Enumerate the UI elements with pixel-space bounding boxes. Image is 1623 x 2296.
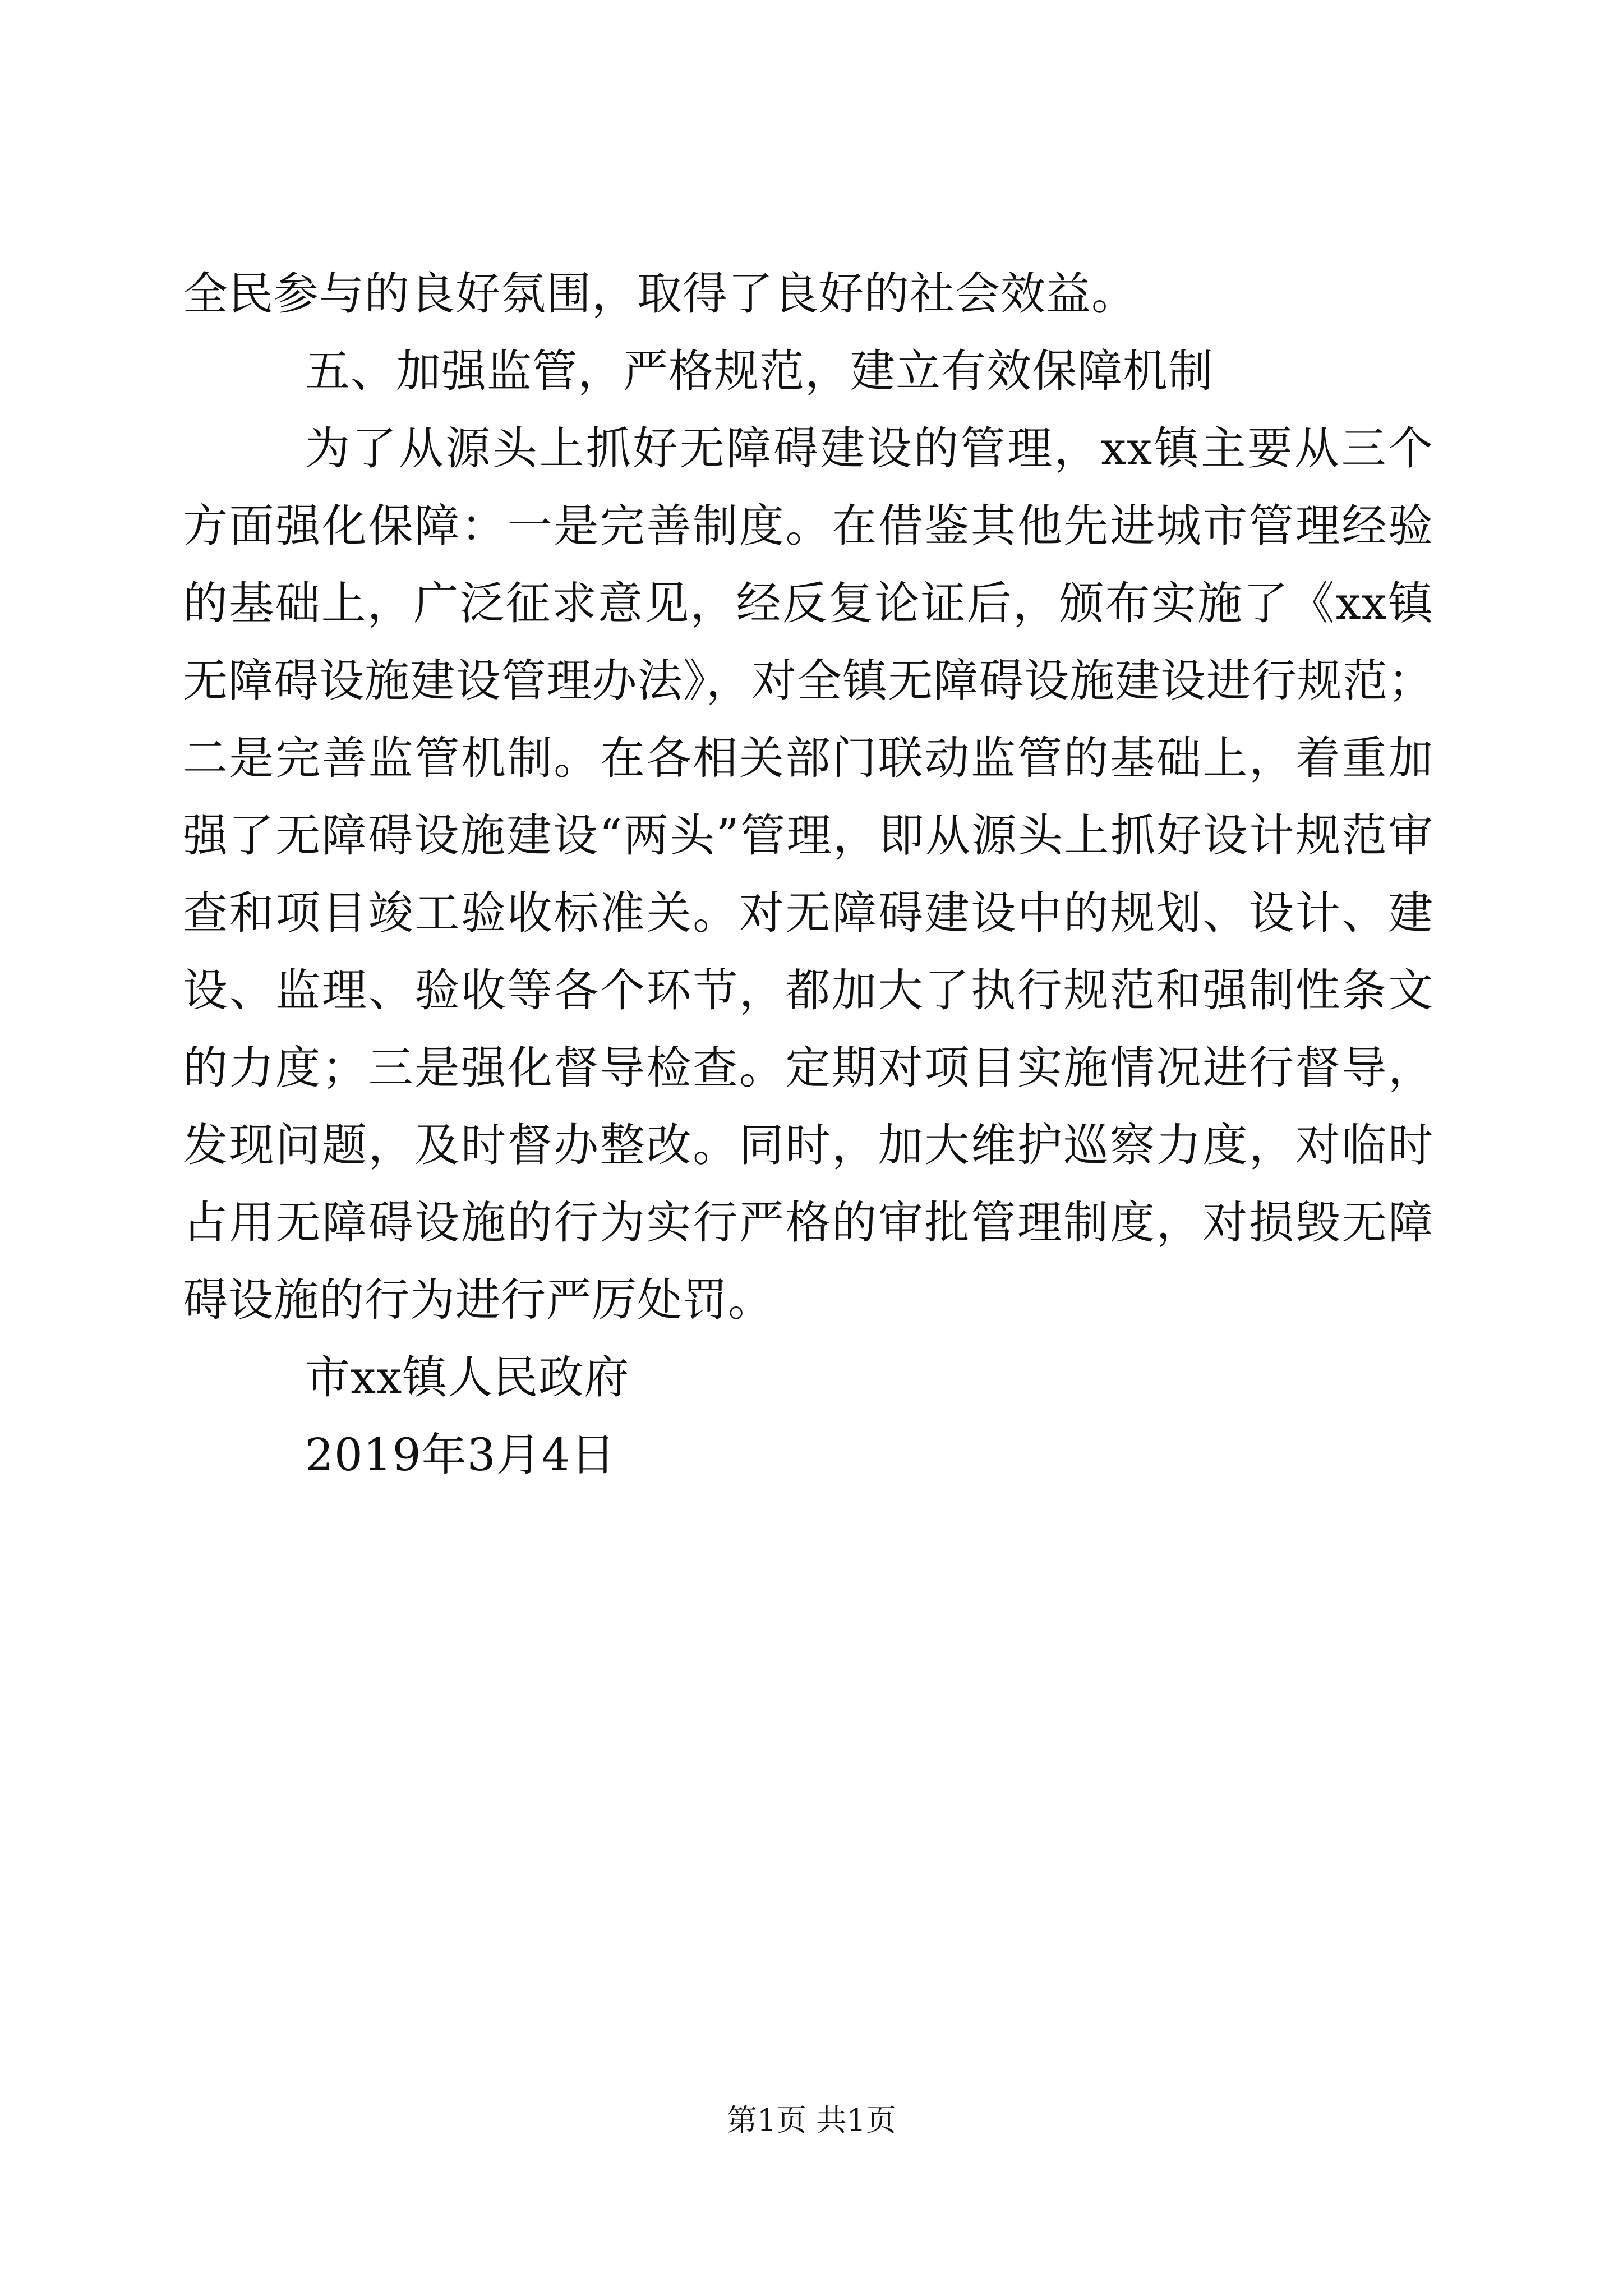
document-date: 2019年3月4日: [305, 1429, 616, 1481]
opening-line: 全民参与的良好氛围，取得了良好的社会效益。: [183, 268, 1137, 320]
section-heading: 五、加强监管，严格规范，建立有效保障机制: [305, 345, 1214, 397]
document-body: [183, 255, 1433, 1494]
page-number: 第1页 共1页: [727, 2102, 896, 2138]
page-footer: [0, 2101, 1623, 2140]
body-paragraph: 为了从源头上抓好无障碍建设的管理，xx镇主要从三个方面强化保障：一是完善制度。在借鉴其他先进城市管理经验的基础上，广泛征求意见，经反复论证后，颁布实施了《xx镇无障碍设施建设管理办法》，对全镇无障碍设施建设进行规范；二是完善监管机制。在各相关部门联动监管的基础上，着重加强了无障碍设施建设“两头”管理，即从源头上抓好设计规范审查和项目竣工验收标准关。对无障碍建设中的规划、设计、建设、监理、验收等各个环节，都加大了执行规范和强制性条文的力度；三是强化督导检查。定期对项目实施情况进行督导，发现问题，及时督办整改。同时，加大维护巡察力度，对临时占用无障碍设施的行为实行严格的审批管理制度，对损毁无障碍设施的行为进行严厉处罚。: [183, 422, 1433, 1326]
signature: 市xx镇人民政府: [305, 1351, 630, 1404]
